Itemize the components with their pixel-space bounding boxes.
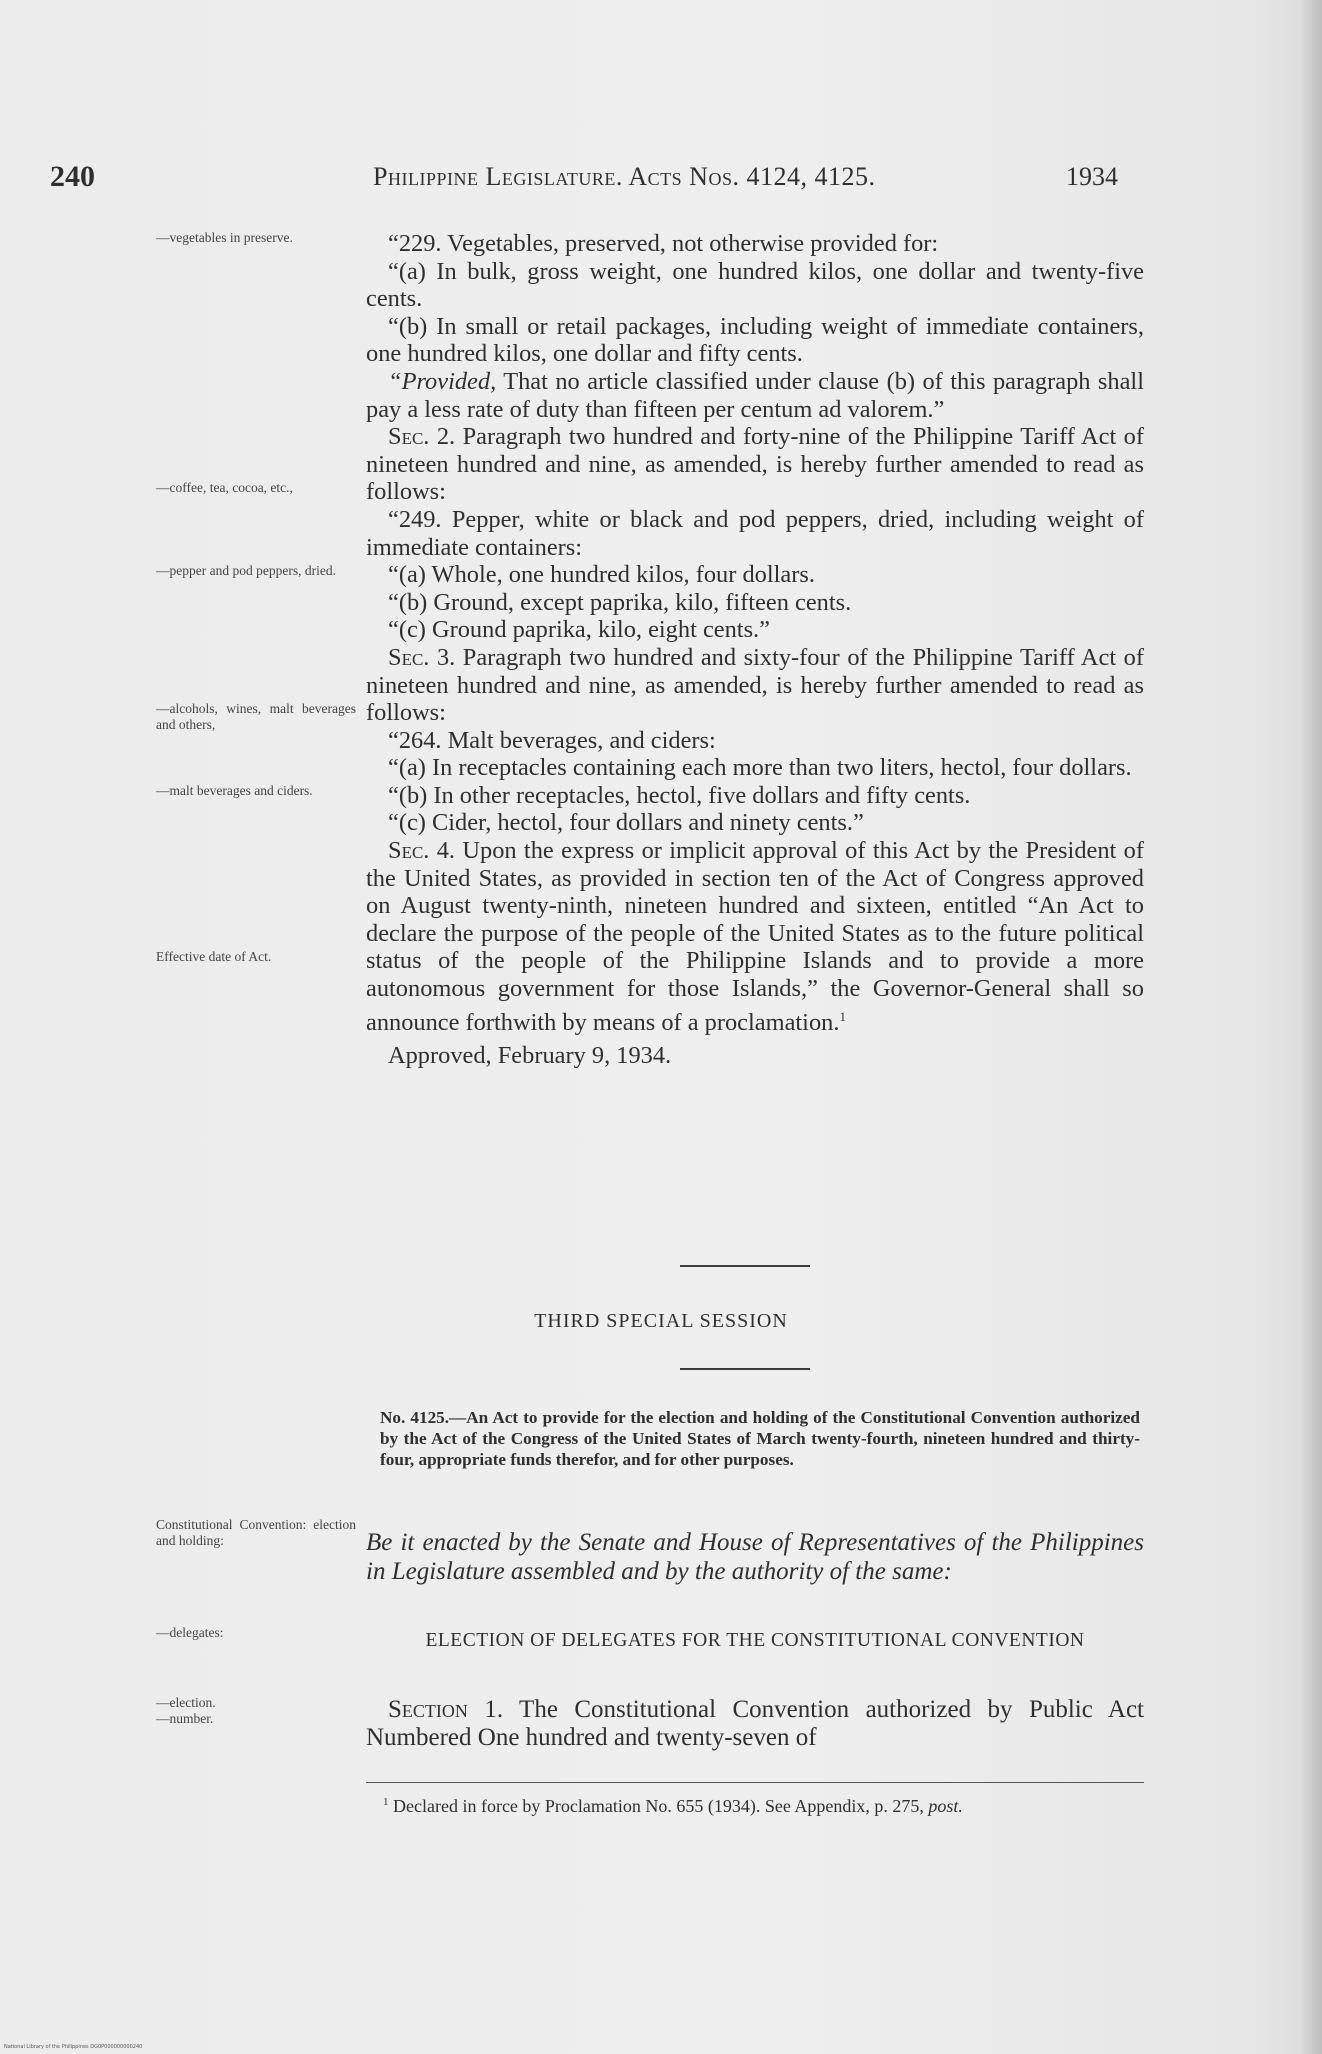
session-heading: THIRD SPECIAL SESSION	[534, 1310, 788, 1332]
paragraph-229b: “(b) In small or retail packages, including weight of immediate containers, one hundred kilos, one dollar and fifty cents.	[366, 312, 1144, 368]
section-1-label: Section 1.	[388, 1696, 504, 1723]
margin-note-delegates: —delegates:	[156, 1625, 224, 1640]
margin-note-effective: Effective date of Act.	[156, 949, 272, 964]
footnote-text: Declared in force by Proclamation No. 655 (1934). See Appendix, p. 275,	[388, 1796, 929, 1816]
margin-note-pepper: —pepper and pod peppers, dried.	[156, 563, 336, 578]
paragraph-249c: “(c) Ground paprika, kilo, eight cents.”	[388, 616, 770, 644]
section-3	[366, 644, 1144, 727]
section-4	[366, 837, 1144, 1036]
margin-note-malt: —malt beverages and ciders.	[156, 783, 313, 798]
footnote-rule	[366, 1782, 1144, 1783]
section-3-text: Paragraph two hundred and sixty-four of the Philippine Tariff Act of nineteen hundred and nine, as amended, is hereby further amended to read as follows:	[366, 643, 1144, 727]
footnote	[383, 1790, 1143, 1819]
running-year: 1934	[1066, 162, 1118, 191]
paragraph-264b: “(b) In other receptacles, hectol, five dollars and fifty cents.	[388, 781, 971, 809]
paragraph-229: “229. Vegetables, preserved, not otherwise provided for:	[388, 230, 939, 257]
section-1	[366, 1696, 1144, 1752]
paragraph-249b: “(b) Ground, except paprika, kilo, fifteen cents.	[388, 588, 852, 616]
page-header	[0, 160, 1322, 200]
section-2	[366, 423, 1144, 506]
paragraph-249a: “(a) Whole, one hundred kilos, four dollars.	[388, 561, 815, 589]
divider-rule-top	[680, 1265, 810, 1267]
section-3-label: Sec. 3.	[388, 643, 456, 671]
enacting-clause: Be it enacted by the Senate and House of Representatives of the Philippines in Legislature assembled and by the authority of the same:	[366, 1529, 1144, 1585]
margin-note-coffee: —coffee, tea, cocoa, etc.,	[156, 480, 293, 495]
running-head: Philippine Legislature. Acts Nos. 4124, 4125.	[373, 162, 876, 191]
footnote-mark: 1	[383, 1796, 389, 1808]
section-4-label: Sec. 4.	[388, 837, 456, 865]
page-edge-shadow	[1300, 0, 1322, 2054]
margin-note-convention: Constitutional Convention: election and holding:	[156, 1517, 356, 1548]
margin-note-vegetables: —vegetables in preserve.	[156, 230, 293, 245]
library-stamp: National Library of the Philippines DG0P000000000240	[4, 2044, 143, 2050]
paragraph-264a: “(a) In receptacles containing each more than two liters, hectol, four dollars.	[388, 754, 1132, 782]
section-2-text: Paragraph two hundred and forty-nine of the Philippine Tariff Act of nineteen hundred and nine, as amended, is hereby further amended to read as follows:	[366, 423, 1144, 506]
footnote-reference: 1	[839, 1008, 846, 1024]
paragraph-229a: “(a) In bulk, gross weight, one hundred kilos, one dollar and twenty-five cents.	[366, 257, 1144, 313]
subheading-election-of-delegates: ELECTION OF DELEGATES FOR THE CONSTITUTIONAL CONVENTION	[425, 1630, 1085, 1651]
approved-line: Approved, February 9, 1934.	[388, 1042, 672, 1070]
margin-note-election: —election.	[156, 1695, 216, 1710]
act-4125-title: No. 4125.—An Act to provide for the election and holding of the Constitutional Convention authorized by the Act of the Congress of the United States of March twenty-fourth, nineteen hundred and thirty-four, appropriate funds therefor, and for other purposes.	[380, 1408, 1140, 1469]
section-1-text: The Constitutional Convention authorized by Public Act Numbered One hundred and twenty-seven of	[366, 1696, 1144, 1751]
section-2-label: Sec. 2.	[388, 423, 456, 451]
page-number: 240	[50, 160, 95, 193]
proviso-text: That no article classified under clause (b) of this paragraph shall pay a less rate of duty than fifteen per centum ad valorem.”	[366, 367, 1144, 423]
footnote-post: post.	[928, 1796, 963, 1816]
divider-rule-bottom	[680, 1368, 810, 1370]
proviso	[366, 368, 1144, 423]
paragraph-264: “264. Malt beverages, and ciders:	[388, 726, 716, 754]
section-4-text: Upon the express or implicit approval of this Act by the President of the United States, as provided in section ten of the Act of Congress approved on August twenty-ninth, nineteen hundred and sixteen, entitled “An Act to declare the purpose of the people of the United States as to the future political status of the people of the Philippine Islands and to provide a more autonomous government for those Islands,” the Governor-General shall so announce forthwith by means of a proclamation.	[366, 837, 1144, 1036]
body-text	[366, 230, 1144, 1070]
paragraph-249: “249. Pepper, white or black and pod peppers, dried, including weight of immediate containers:	[366, 505, 1144, 561]
paragraph-264c: “(c) Cider, hectol, four dollars and ninety cents.”	[388, 809, 864, 837]
margin-note-number: —number.	[156, 1711, 214, 1726]
margin-note-alcohols: —alcohols, wines, malt beverages and others,	[156, 701, 356, 732]
proviso-label: “Provided,	[388, 367, 497, 395]
